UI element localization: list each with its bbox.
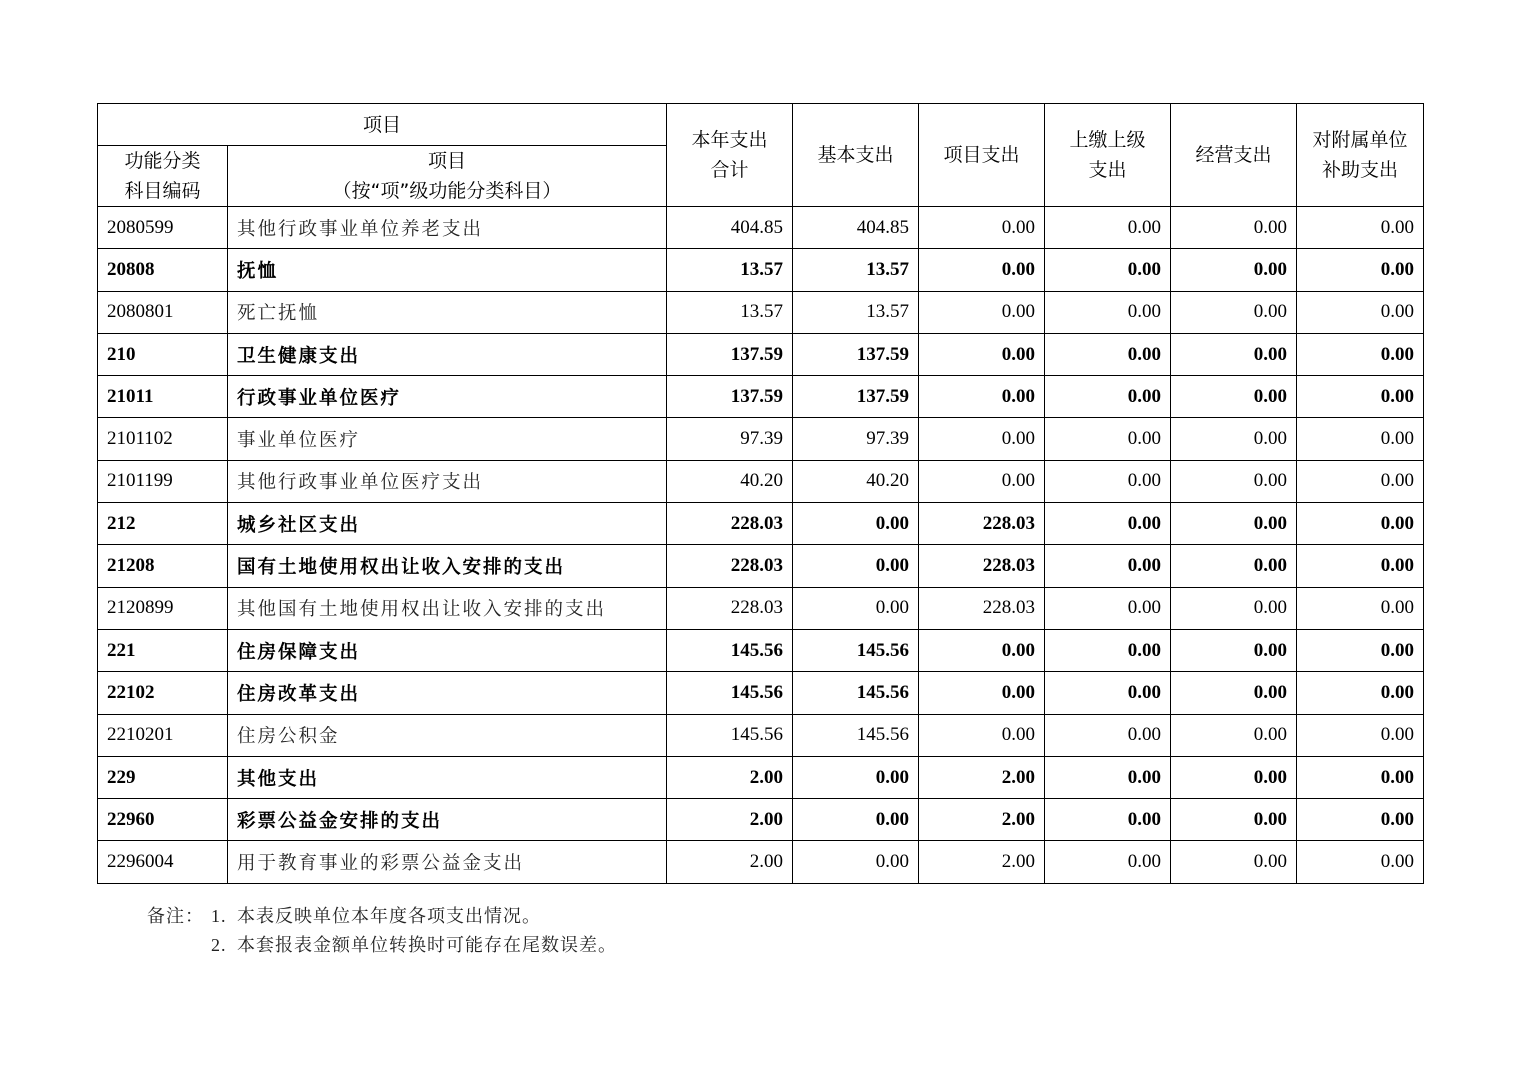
cell-code: 2120899 [98, 587, 228, 629]
cell-name: 其他行政事业单位养老支出 [228, 207, 667, 249]
cell-code: 21011 [98, 376, 228, 418]
cell-total: 137.59 [667, 376, 793, 418]
cell-basic: 137.59 [793, 376, 919, 418]
table-row [98, 545, 1424, 587]
note-text: 本套报表金额单位转换时可能存在尾数误差。 [237, 935, 617, 956]
cell-upper: 0.00 [1045, 376, 1171, 418]
cell-subsidy: 0.00 [1297, 545, 1424, 587]
cell-basic: 0.00 [793, 841, 919, 883]
cell-upper: 0.00 [1045, 587, 1171, 629]
cell-code: 2296004 [98, 841, 228, 883]
cell-subsidy: 0.00 [1297, 841, 1424, 883]
table-body [98, 207, 1424, 884]
cell-upper: 0.00 [1045, 629, 1171, 671]
cell-subsidy: 0.00 [1297, 418, 1424, 460]
cell-name: 其他支出 [228, 756, 667, 798]
cell-subsidy: 0.00 [1297, 291, 1424, 333]
cell-project: 0.00 [919, 672, 1045, 714]
cell-basic: 404.85 [793, 207, 919, 249]
cell-code: 22102 [98, 672, 228, 714]
cell-code: 221 [98, 629, 228, 671]
cell-subsidy: 0.00 [1297, 503, 1424, 545]
header-subsidy: 对附属单位 补助支出 [1297, 104, 1424, 207]
table-row [98, 587, 1424, 629]
cell-basic: 145.56 [793, 672, 919, 714]
cell-name: 住房保障支出 [228, 629, 667, 671]
cell-name: 卫生健康支出 [228, 333, 667, 375]
cell-name: 行政事业单位医疗 [228, 376, 667, 418]
table-row [98, 756, 1424, 798]
cell-code: 21208 [98, 545, 228, 587]
cell-business: 0.00 [1171, 756, 1297, 798]
cell-upper: 0.00 [1045, 756, 1171, 798]
cell-business: 0.00 [1171, 460, 1297, 502]
cell-project: 0.00 [919, 376, 1045, 418]
cell-basic: 0.00 [793, 756, 919, 798]
cell-subsidy: 0.00 [1297, 714, 1424, 756]
table-row [98, 418, 1424, 460]
note-row-1 [147, 902, 617, 931]
cell-name: 城乡社区支出 [228, 503, 667, 545]
table-row [98, 249, 1424, 291]
cell-name: 国有土地使用权出让收入安排的支出 [228, 545, 667, 587]
cell-total: 228.03 [667, 587, 793, 629]
cell-code: 229 [98, 756, 228, 798]
cell-total: 97.39 [667, 418, 793, 460]
cell-subsidy: 0.00 [1297, 207, 1424, 249]
cell-upper: 0.00 [1045, 503, 1171, 545]
cell-upper: 0.00 [1045, 672, 1171, 714]
table-row [98, 333, 1424, 375]
header-upper: 上缴上级 支出 [1045, 104, 1171, 207]
table-row [98, 460, 1424, 502]
cell-total: 228.03 [667, 503, 793, 545]
cell-basic: 145.56 [793, 714, 919, 756]
cell-total: 2.00 [667, 799, 793, 841]
cell-business: 0.00 [1171, 207, 1297, 249]
cell-total: 145.56 [667, 672, 793, 714]
cell-code: 2101199 [98, 460, 228, 502]
cell-total: 13.57 [667, 249, 793, 291]
header-project: 项目支出 [919, 104, 1045, 207]
cell-upper: 0.00 [1045, 460, 1171, 502]
cell-total: 13.57 [667, 291, 793, 333]
header-business: 经营支出 [1171, 104, 1297, 207]
cell-name: 事业单位医疗 [228, 418, 667, 460]
table-row [98, 291, 1424, 333]
cell-business: 0.00 [1171, 545, 1297, 587]
cell-total: 137.59 [667, 333, 793, 375]
cell-total: 404.85 [667, 207, 793, 249]
cell-business: 0.00 [1171, 587, 1297, 629]
cell-project: 228.03 [919, 587, 1045, 629]
cell-subsidy: 0.00 [1297, 376, 1424, 418]
cell-project: 0.00 [919, 714, 1045, 756]
cell-name: 其他行政事业单位医疗支出 [228, 460, 667, 502]
cell-code: 20808 [98, 249, 228, 291]
cell-project: 0.00 [919, 629, 1045, 671]
cell-total: 2.00 [667, 756, 793, 798]
note-index: 1. [211, 906, 227, 926]
table-row [98, 629, 1424, 671]
cell-code: 2210201 [98, 714, 228, 756]
cell-subsidy: 0.00 [1297, 756, 1424, 798]
cell-basic: 0.00 [793, 799, 919, 841]
cell-project: 0.00 [919, 207, 1045, 249]
cell-code: 212 [98, 503, 228, 545]
cell-business: 0.00 [1171, 714, 1297, 756]
table-row [98, 841, 1424, 883]
cell-project: 0.00 [919, 249, 1045, 291]
cell-total: 40.20 [667, 460, 793, 502]
cell-basic: 0.00 [793, 545, 919, 587]
cell-name: 住房公积金 [228, 714, 667, 756]
header-basic: 基本支出 [793, 104, 919, 207]
cell-name: 死亡抚恤 [228, 291, 667, 333]
header-name: 项目 （按“项”级功能分类科目） [228, 146, 667, 207]
cell-subsidy: 0.00 [1297, 672, 1424, 714]
cell-upper: 0.00 [1045, 207, 1171, 249]
cell-business: 0.00 [1171, 503, 1297, 545]
cell-basic: 0.00 [793, 503, 919, 545]
cell-business: 0.00 [1171, 291, 1297, 333]
table-row [98, 207, 1424, 249]
cell-subsidy: 0.00 [1297, 587, 1424, 629]
cell-name: 住房改革支出 [228, 672, 667, 714]
cell-upper: 0.00 [1045, 714, 1171, 756]
cell-name: 用于教育事业的彩票公益金支出 [228, 841, 667, 883]
cell-basic: 13.57 [793, 249, 919, 291]
cell-upper: 0.00 [1045, 333, 1171, 375]
cell-code: 22960 [98, 799, 228, 841]
cell-business: 0.00 [1171, 333, 1297, 375]
cell-total: 145.56 [667, 629, 793, 671]
cell-business: 0.00 [1171, 841, 1297, 883]
cell-basic: 97.39 [793, 418, 919, 460]
cell-subsidy: 0.00 [1297, 629, 1424, 671]
cell-business: 0.00 [1171, 629, 1297, 671]
cell-project: 2.00 [919, 756, 1045, 798]
cell-project: 2.00 [919, 841, 1045, 883]
cell-subsidy: 0.00 [1297, 249, 1424, 291]
cell-upper: 0.00 [1045, 841, 1171, 883]
table-header [98, 104, 1424, 207]
cell-business: 0.00 [1171, 249, 1297, 291]
cell-subsidy: 0.00 [1297, 460, 1424, 502]
cell-code: 2080801 [98, 291, 228, 333]
cell-upper: 0.00 [1045, 418, 1171, 460]
cell-project: 2.00 [919, 799, 1045, 841]
cell-project: 0.00 [919, 460, 1045, 502]
cell-business: 0.00 [1171, 672, 1297, 714]
cell-subsidy: 0.00 [1297, 799, 1424, 841]
table-row [98, 714, 1424, 756]
cell-upper: 0.00 [1045, 291, 1171, 333]
table-row [98, 376, 1424, 418]
cell-code: 2101102 [98, 418, 228, 460]
notes [147, 902, 617, 960]
cell-project: 0.00 [919, 333, 1045, 375]
header-project-group: 项目 [98, 104, 667, 146]
cell-subsidy: 0.00 [1297, 333, 1424, 375]
cell-name: 彩票公益金安排的支出 [228, 799, 667, 841]
cell-business: 0.00 [1171, 376, 1297, 418]
table-row [98, 672, 1424, 714]
note-text: 本表反映单位本年度各项支出情况。 [237, 906, 541, 927]
cell-name: 其他国有土地使用权出让收入安排的支出 [228, 587, 667, 629]
cell-business: 0.00 [1171, 799, 1297, 841]
header-total: 本年支出 合计 [667, 104, 793, 207]
cell-basic: 145.56 [793, 629, 919, 671]
notes-label: 备注： [147, 906, 204, 927]
cell-project: 228.03 [919, 503, 1045, 545]
note-index: 2. [211, 935, 227, 955]
note-row-2 [147, 931, 617, 960]
cell-business: 0.00 [1171, 418, 1297, 460]
cell-project: 228.03 [919, 545, 1045, 587]
cell-project: 0.00 [919, 291, 1045, 333]
cell-project: 0.00 [919, 418, 1045, 460]
table-row [98, 799, 1424, 841]
cell-total: 145.56 [667, 714, 793, 756]
cell-code: 2080599 [98, 207, 228, 249]
cell-code: 210 [98, 333, 228, 375]
expenditure-table [97, 103, 1424, 884]
cell-upper: 0.00 [1045, 545, 1171, 587]
header-code: 功能分类 科目编码 [98, 146, 228, 207]
cell-upper: 0.00 [1045, 799, 1171, 841]
cell-total: 2.00 [667, 841, 793, 883]
cell-basic: 0.00 [793, 587, 919, 629]
cell-name: 抚恤 [228, 249, 667, 291]
cell-total: 228.03 [667, 545, 793, 587]
cell-basic: 137.59 [793, 333, 919, 375]
cell-basic: 40.20 [793, 460, 919, 502]
cell-basic: 13.57 [793, 291, 919, 333]
table-row [98, 503, 1424, 545]
cell-upper: 0.00 [1045, 249, 1171, 291]
